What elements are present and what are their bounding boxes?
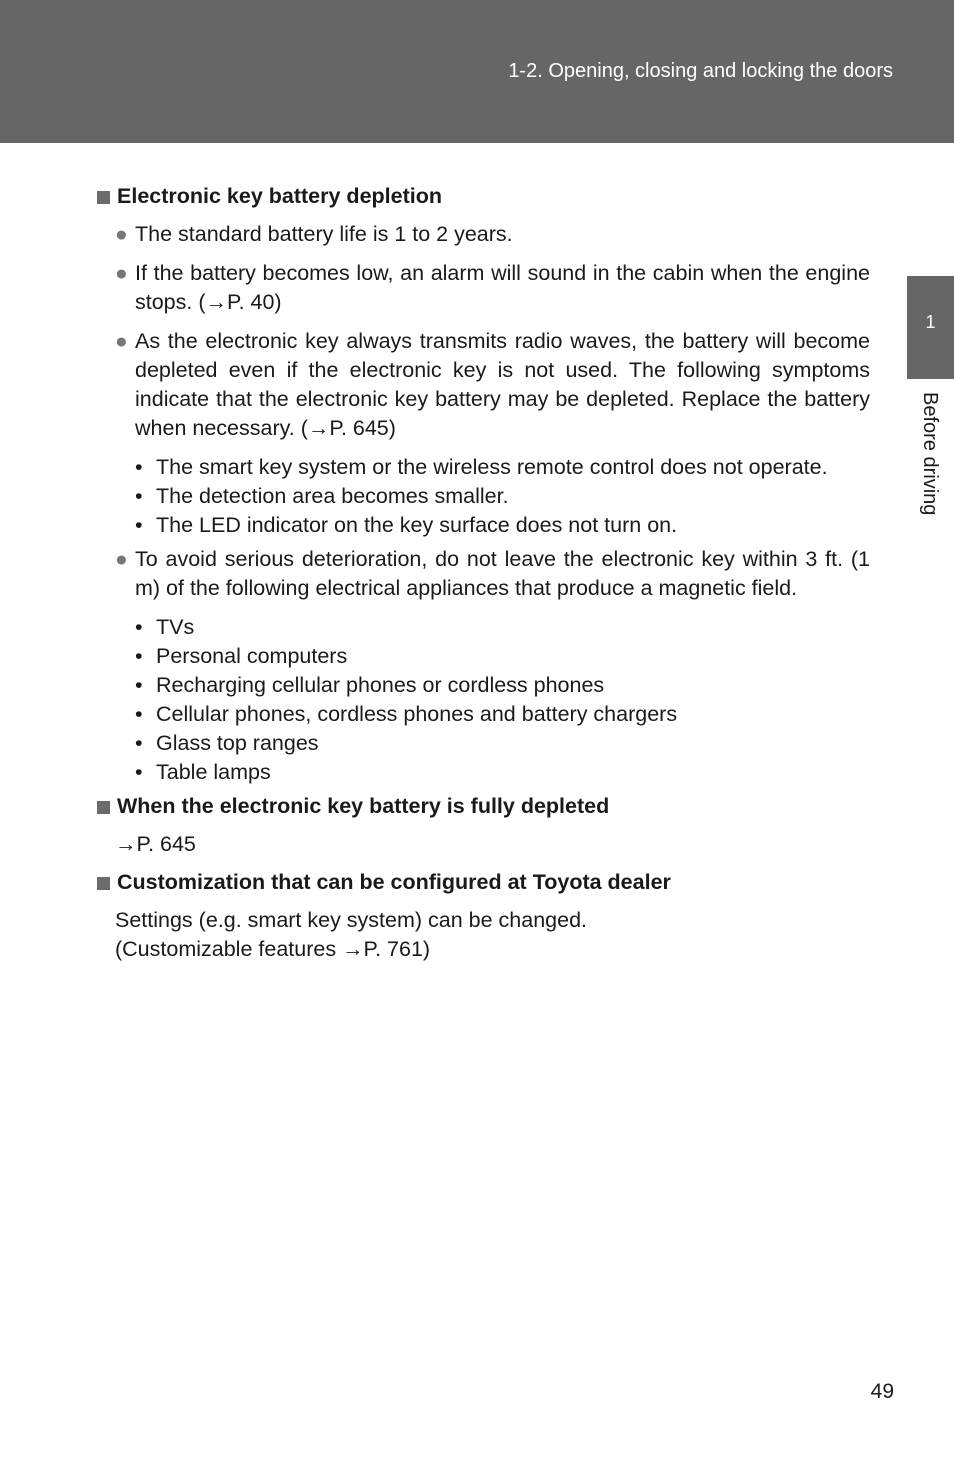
list-item-text: Cellular phones, cordless phones and battery chargers [156,702,678,726]
list-item [135,453,870,482]
section-heading [95,792,870,821]
list-item-text: Glass top ranges [156,731,319,755]
chapter-tab [907,276,954,379]
circle-bullet-icon: ● [115,223,128,246]
list-item [135,671,870,700]
list-item [135,729,870,758]
section-title: Customization that can be configured at Toyota dealer [117,870,671,894]
list-item [135,482,870,511]
list-item-text: The LED indicator on the key surface does not turn on. [156,513,678,537]
section-title: When the electronic key battery is fully depleted [117,794,610,818]
list-item-text: TVs [156,615,195,639]
circle-bullet-icon: ● [115,330,128,353]
list-item-text: The detection area becomes smaller. [156,484,509,508]
bullet-icon: • [135,455,143,479]
list-item-text: Recharging cellular phones or cordless phones [156,673,605,697]
body-line: Settings (e.g. smart key system) can be changed. [115,908,588,932]
chapter-label: Before driving [919,392,941,516]
section-heading [95,868,870,897]
bullet-icon: • [135,513,143,537]
circle-bullet-icon: ● [115,548,128,571]
paragraph [115,545,870,603]
bullet-icon: • [135,760,143,784]
bullet-icon: • [135,673,143,697]
square-bullet-icon [97,191,110,204]
list-item [135,642,870,671]
body-line: (Customizable features →P. 761) [115,937,431,961]
chapter-number: 1 [925,312,936,332]
list-item [135,613,870,642]
bullet-icon: • [135,484,143,508]
page-number: 49 [870,1380,894,1403]
list-item-text: Personal computers [156,644,348,668]
list-item [135,700,870,729]
page-reference: →P. 645 [115,832,196,856]
page-header [0,0,954,143]
list-item-text: The smart key system or the wireless remote control does not operate. [156,455,828,479]
paragraph [115,220,870,249]
section-title: Electronic key battery depletion [117,184,442,208]
paragraph [115,259,870,317]
list-item [135,511,870,540]
bullet-icon: • [135,731,143,755]
paragraph-text: To avoid serious deterioration, do not leave the electronic key within 3 ft. (1 m) of the following electrical appliances that produce a magnetic field. [135,547,870,600]
list-item [135,758,870,787]
circle-bullet-icon: ● [115,262,128,285]
list-item-text: Table lamps [156,760,271,784]
paragraph-text: As the electronic key always transmits radio waves, the battery will become depleted even if the electronic key is not used. The following symptoms indicate that the electronic key battery may be depleted. Replace the battery when necessary. (→P. 645) [135,329,870,440]
page-content [95,182,870,973]
square-bullet-icon [97,801,110,814]
paragraph-text: If the battery becomes low, an alarm will sound in the cabin when the engine stops. (→P. 40) [135,261,870,314]
bullet-icon: • [135,615,143,639]
bullet-icon: • [135,702,143,726]
square-bullet-icon [97,877,110,890]
appliance-list [135,613,870,787]
bullet-icon: • [135,644,143,668]
symptom-list [135,453,870,540]
header-title: 1-2. Opening, closing and locking the doors [508,60,893,82]
section-heading [95,182,870,211]
paragraph [115,327,870,443]
paragraph-text: The standard battery life is 1 to 2 years. [135,222,513,246]
